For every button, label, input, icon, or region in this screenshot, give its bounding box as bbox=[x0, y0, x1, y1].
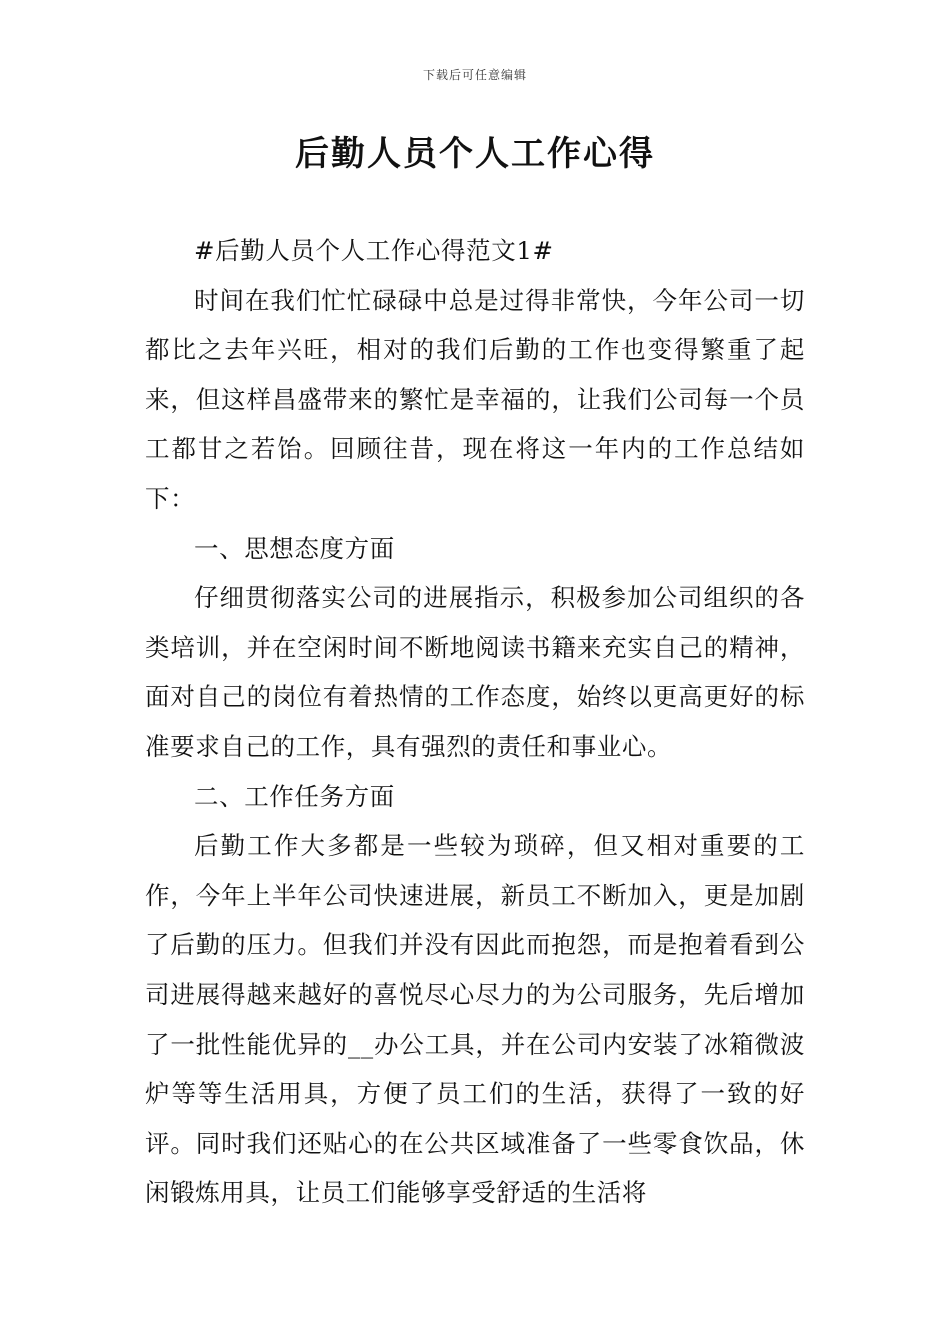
body-paragraph: 仔细贯彻落实公司的进展指示，积极参加公司组织的各类培训，并在空闲时间不断地阅读书籍来充实自己的精神，面对自己的岗位有着热情的工作态度，始终以更高更好的标准要求自己的工作，具有强烈的责任和事业心。 bbox=[145, 583, 805, 761]
body-paragraph: 时间在我们忙忙碌碌中总是过得非常快，今年公司一切都比之去年兴旺，相对的我们后勤的工作也变得繁重了起来，但这样昌盛带来的繁忙是幸福的，让我们公司每一个员工都甘之若饴。回顾往昔，现在将这一年内的工作总结如下： bbox=[145, 285, 805, 513]
document-title: 后勤人员个人工作心得 bbox=[295, 134, 655, 174]
section-heading: 二、工作任务方面 bbox=[194, 781, 395, 811]
subtitle-paragraph: #后勤人员个人工作心得范文1# bbox=[194, 236, 554, 265]
document-body bbox=[145, 226, 805, 1218]
section-heading: 一、思想态度方面 bbox=[194, 533, 395, 563]
header-note: 下载后可任意编辑 bbox=[422, 68, 527, 82]
body-paragraph: 后勤工作大多都是一些较为琐碎，但又相对重要的工作，今年上半年公司快速进展，新员工不断加入，更是加剧了后勤的压力。但我们并没有因此而抱怨，而是抱着看到公司进展得越来越好的喜悦尽心尽力的为公司服务，先后增加了一批性能优异的__办公工具，并在公司内安装了冰箱微波炉等等生活用具，方便了员工们的生活，获得了一致的好评。同时我们还贴心的在公共区域准备了一些零食饮品，休闲锻炼用具，让员工们能够享受舒适的生活将 bbox=[145, 831, 805, 1208]
